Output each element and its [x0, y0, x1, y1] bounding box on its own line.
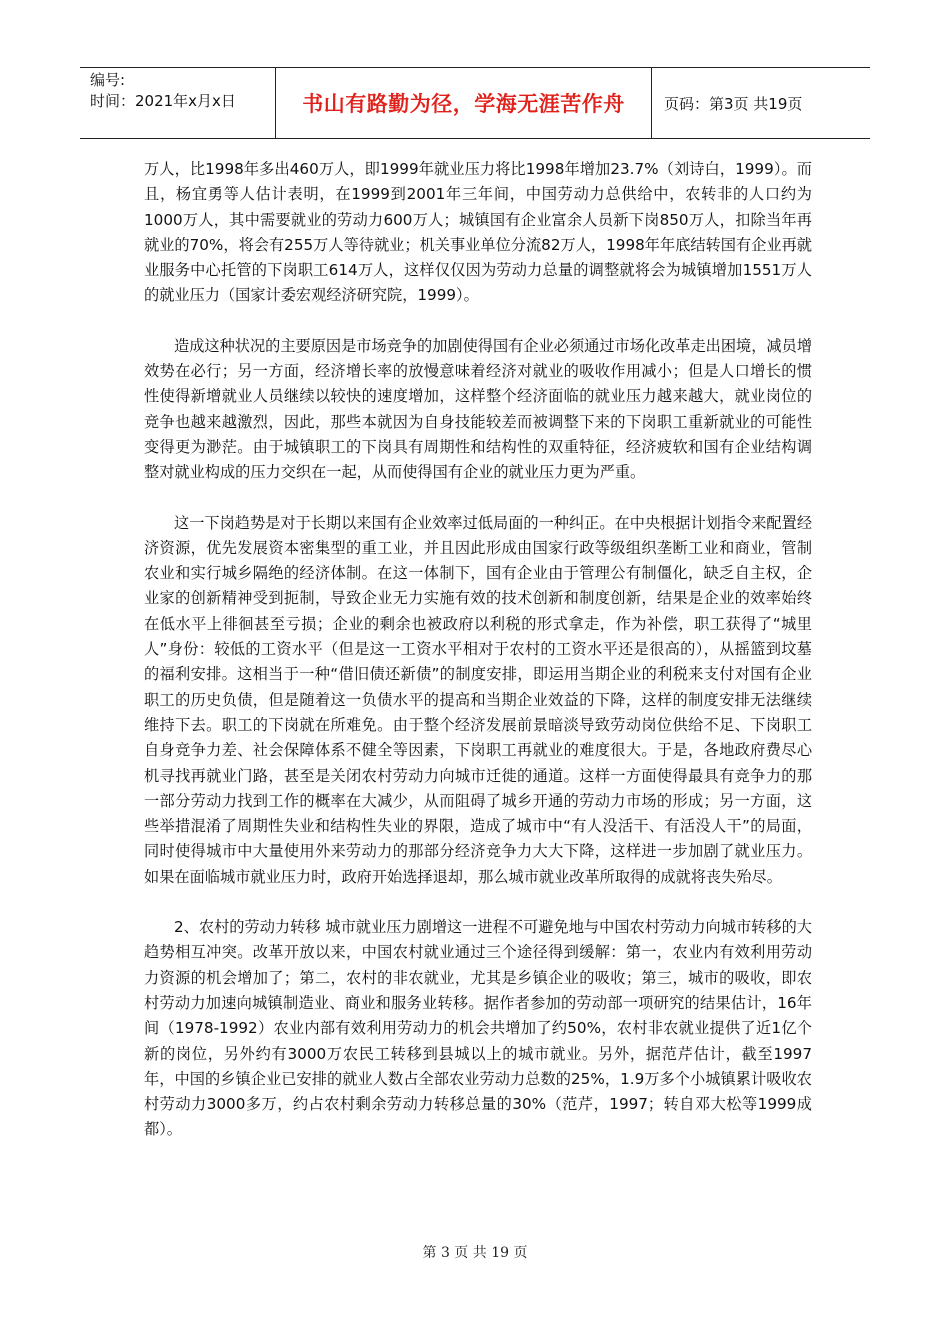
- paragraph: 这一下岗趋势是对于长期以来国有企业效率过低局面的一种纠正。在中央根据计划指令来配置经济资源，优先发展资本密集型的重工业，并且因此形成由国家行政等级组织垄断工业和商业，管制农业和实行城乡隔绝的经济体制。在这一体制下，国有企业由于管理公有制僵化，缺乏自主权，企业家的创新精神受到扼制，导致企业无力实施有效的技术创新和制度创新，结果是企业的效率始终在低水平上徘徊甚至亏损；企业的剩余也被政府以利税的形式拿走，作为补偿，职工获得了“城里人”身份：较低的工资水平（但是这一工资水平相对于农村的工资水平还是很高的），从摇篮到坟墓的福利安排。这相当于一种“借旧债还新债”的制度安排，即运用当期企业的利税来支付对国有企业职工的历史负债，但是随着这一负债水平的提高和当期企业效益的下降，这样的制度安排无法继续维持下去。职工的下岗就在所难免。由于整个经济发展前景暗淡导致劳动岗位供给不足、下岗职工自身竞争力差、社会保障体系不健全等因素，下岗职工再就业的难度很大。于是，各地政府费尽心机寻找再就业门路，甚至是关闭农村劳动力向城市迁徙的通道。这样一方面使得最具有竞争力的那一部分劳动力找到工作的概率在大减少，从而阻碍了城乡开通的劳动力市场的形成；另一方面，这些举措混淆了周期性失业和结构性失业的界限，造成了城市中“有人没活干、有活没人干”的局面，同时使得城市中大量使用外来劳动力的那部分经济竞争力大大下降，这样进一步加剧了就业压力。如果在面临城市就业压力时，政府开始选择退却，那么城市就业改革所取得的成就将丧失殆尽。: [144, 513, 812, 886]
- paragraph: 万人，比1998年多出460万人，即1999年就业压力将比1998年增加23.7%（刘诗白，1999）。而且，杨宜勇等人估计表明，在1999到2001年三年间，中国劳动力总供给中，农转非的人口约为1000万人，其中需要就业的劳动力600万人；城镇国有企业富余人员新下岗850万人，扣除当年再就业的70%，将会有255万人等待就业；机关事业单位分流82万人，1998年年底结转国有企业再就业服务中心托管的下岗职工614万人，这样仅仅因为劳动力总量的调整就将会为城镇增加1551万人的就业压力（国家计委宏观经济研究院，1999）。: [144, 160, 812, 305]
- header-meta: [80, 68, 276, 138]
- page-footer: 第 3 页 共 19 页: [422, 1245, 528, 1261]
- doc-number-label: 编号:: [90, 71, 126, 89]
- paragraph: 2、农村的劳动力转移 城市就业压力剧增这一进程不可避免地与中国农村劳动力向城市转移的大趋势相互冲突。改革开放以来，中国农村就业通过三个途径得到缓解：第一，农业内有效利用劳动力资源的机会增加了；第二，农村的非农就业，尤其是乡镇企业的吸收；第三，城市的吸收，即农村劳动力加速向城镇制造业、商业和服务业转移。据作者参加的劳动部一项研究的结果估计，16年间（1978-1992）农业内部有效利用劳动力的机会共增加了约50%，农村非农就业提供了近1亿个新的岗位，另外约有3000万农民工转移到县城以上的城市就业。另外，据范芹估计，截至1997年，中国的乡镇企业已安排的就业人数占全部农业劳动力总数的25%，1.9万多个小城镇累计吸收农村劳动力3000多万，约占农村剩余劳动力转移总量的30%（范芹，1997；转自邓大松等1999成都）。: [144, 918, 812, 1139]
- page-header: [80, 67, 870, 139]
- header-page-info: 页码：第3页 共19页: [664, 94, 803, 113]
- paragraph: 造成这种状况的主要原因是市场竞争的加剧使得国有企业必须通过市场化改革走出困境，减员增效势在必行；另一方面，经济增长率的放慢意味着经济对就业的吸收作用减小；但是人口增长的惯性使得新增就业人员继续以较快的速度增加，这样整个经济面临的就业压力越来越大，就业岗位的竞争也越来越激烈，因此，那些本就因为自身技能较差而被调整下来的下岗职工重新就业的可能性变得更为渺茫。由于城镇职工的下岗具有周期性和结构性的双重特征，经济疲软和国有企业结构调整对就业构成的压力交织在一起，从而使得国有企业的就业压力更为严重。: [144, 336, 812, 482]
- document-body: [144, 157, 812, 1168]
- doc-date-label: 时间：2021年x月x日: [90, 92, 236, 110]
- header-motto: 书山有路勤为径，学海无涯苦作舟: [276, 68, 652, 138]
